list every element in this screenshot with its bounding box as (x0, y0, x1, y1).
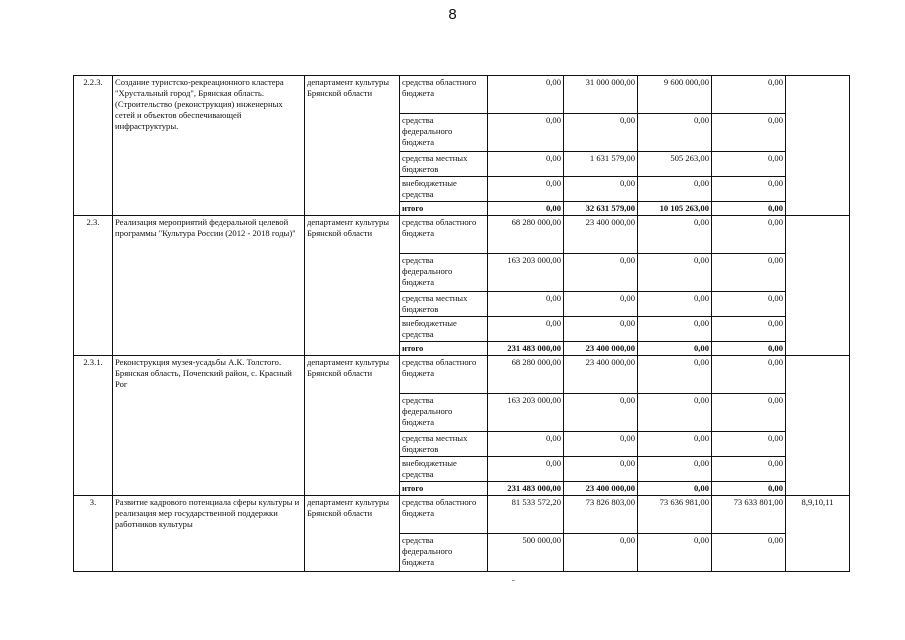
value-2017: 73 633 801,00 (712, 496, 786, 534)
value-2015: 31 000 000,00 (564, 76, 638, 114)
funding-source: средства местных бюджетов (400, 432, 488, 457)
value-2015: 0,00 (564, 394, 638, 432)
value-2016: 0,00 (638, 482, 712, 496)
target-indicators (786, 356, 850, 496)
value-2016: 0,00 (638, 317, 712, 342)
funding-source: итого (400, 342, 488, 356)
value-2015: 0,00 (564, 114, 638, 152)
budget-table (73, 75, 850, 572)
value-2015: 23 400 000,00 (564, 356, 638, 394)
target-indicators (786, 216, 850, 356)
value-2015: 23 400 000,00 (564, 342, 638, 356)
value-2015: 23 400 000,00 (564, 216, 638, 254)
value-2017: 0,00 (712, 356, 786, 394)
value-2014: 0,00 (488, 457, 564, 482)
table-row (74, 356, 850, 394)
value-2014: 0,00 (488, 177, 564, 202)
value-2017: 0,00 (712, 317, 786, 342)
value-2016: 0,00 (638, 342, 712, 356)
funding-source: итого (400, 482, 488, 496)
value-2016: 0,00 (638, 177, 712, 202)
value-2015: 1 631 579,00 (564, 152, 638, 177)
value-2016: 73 636 981,00 (638, 496, 712, 534)
value-2014: 231 483 000,00 (488, 482, 564, 496)
value-2016: 10 105 263,00 (638, 202, 712, 216)
funding-source: средства областного бюджета (400, 216, 488, 254)
value-2017: 0,00 (712, 76, 786, 114)
value-2016: 9 600 000,00 (638, 76, 712, 114)
value-2014: 68 280 000,00 (488, 216, 564, 254)
item-code: 3. (74, 496, 113, 572)
item-title: Реализация мероприятий федеральной целевой программы "Культура России (2012 - 2018 годы)" (113, 216, 305, 356)
funding-source: средства местных бюджетов (400, 152, 488, 177)
value-2017: 0,00 (712, 202, 786, 216)
target-indicators: 8,9,10,11 (786, 496, 850, 572)
value-2017: 0,00 (712, 152, 786, 177)
value-2016: 0,00 (638, 216, 712, 254)
value-2017: 0,00 (712, 342, 786, 356)
table-row (74, 496, 850, 534)
value-2017: 0,00 (712, 114, 786, 152)
value-2016: 0,00 (638, 114, 712, 152)
funding-source: итого (400, 202, 488, 216)
item-title: Развитие кадрового потенциала сферы культуры и реализация мер государственной поддержки работников культуры (113, 496, 305, 572)
item-code: 2.3.1. (74, 356, 113, 496)
funding-source: внебюджетные средства (400, 177, 488, 202)
value-2014: 0,00 (488, 114, 564, 152)
value-2017: 0,00 (712, 292, 786, 317)
item-title: Создание туристско-рекреационного кластера "Хрустальный город", Брянская область. (Строительство (реконструкция) инженерных сетей и объектов обеспечивающей инфраструктуры. (113, 76, 305, 216)
value-2015: 0,00 (564, 432, 638, 457)
value-2014: 0,00 (488, 76, 564, 114)
value-2015: 73 826 803,00 (564, 496, 638, 534)
value-2014: 163 203 000,00 (488, 254, 564, 292)
value-2014: 163 203 000,00 (488, 394, 564, 432)
value-2014: 0,00 (488, 432, 564, 457)
value-2017: 0,00 (712, 254, 786, 292)
value-2016: 0,00 (638, 394, 712, 432)
value-2014: 81 533 572,20 (488, 496, 564, 534)
table-row (74, 216, 850, 254)
value-2015: 0,00 (564, 317, 638, 342)
value-2016: 0,00 (638, 534, 712, 572)
value-2016: 0,00 (638, 292, 712, 317)
funding-source: средства федерального бюджета (400, 114, 488, 152)
value-2016: 0,00 (638, 356, 712, 394)
value-2015: 23 400 000,00 (564, 482, 638, 496)
value-2014: 0,00 (488, 292, 564, 317)
item-department: департамент культуры Брянской области (305, 496, 400, 572)
target-indicators (786, 76, 850, 216)
value-2016: 0,00 (638, 457, 712, 482)
funding-source: средства областного бюджета (400, 496, 488, 534)
funding-source: средства областного бюджета (400, 76, 488, 114)
value-2016: 0,00 (638, 254, 712, 292)
value-2017: 0,00 (712, 457, 786, 482)
value-2017: 0,00 (712, 394, 786, 432)
funding-source: внебюджетные средства (400, 317, 488, 342)
funding-source: внебюджетные средства (400, 457, 488, 482)
funding-source: средства местных бюджетов (400, 292, 488, 317)
value-2014: 0,00 (488, 202, 564, 216)
item-title: Реконструкция музея-усадьбы А.К. Толстого. Брянская область, Почепский район, с. Красный Рог (113, 356, 305, 496)
value-2015: 0,00 (564, 254, 638, 292)
item-code: 2.3. (74, 216, 113, 356)
item-department: департамент культуры Брянской области (305, 216, 400, 356)
value-2016: 505 263,00 (638, 152, 712, 177)
value-2014: 231 483 000,00 (488, 342, 564, 356)
value-2015: 0,00 (564, 457, 638, 482)
funding-source: средства федерального бюджета (400, 254, 488, 292)
funding-source: средства федерального бюджета (400, 534, 488, 572)
value-2015: 0,00 (564, 177, 638, 202)
value-2017: 0,00 (712, 482, 786, 496)
value-2015: 0,00 (564, 534, 638, 572)
funding-source: средства областного бюджета (400, 356, 488, 394)
value-2014: 500 000,00 (488, 534, 564, 572)
item-department: департамент культуры Брянской области (305, 76, 400, 216)
funding-source: средства федерального бюджета (400, 394, 488, 432)
value-2014: 0,00 (488, 152, 564, 177)
value-2017: 0,00 (712, 177, 786, 202)
value-2014: 68 280 000,00 (488, 356, 564, 394)
value-2017: 0,00 (712, 432, 786, 457)
page-number: 8 (448, 6, 457, 23)
value-2016: 0,00 (638, 432, 712, 457)
item-department: департамент культуры Брянской области (305, 356, 400, 496)
value-2017: 0,00 (712, 216, 786, 254)
scan-mark (512, 580, 515, 581)
item-code: 2.2.3. (74, 76, 113, 216)
value-2017: 0,00 (712, 534, 786, 572)
table-row (74, 76, 850, 114)
value-2014: 0,00 (488, 317, 564, 342)
value-2015: 0,00 (564, 292, 638, 317)
value-2015: 32 631 579,00 (564, 202, 638, 216)
